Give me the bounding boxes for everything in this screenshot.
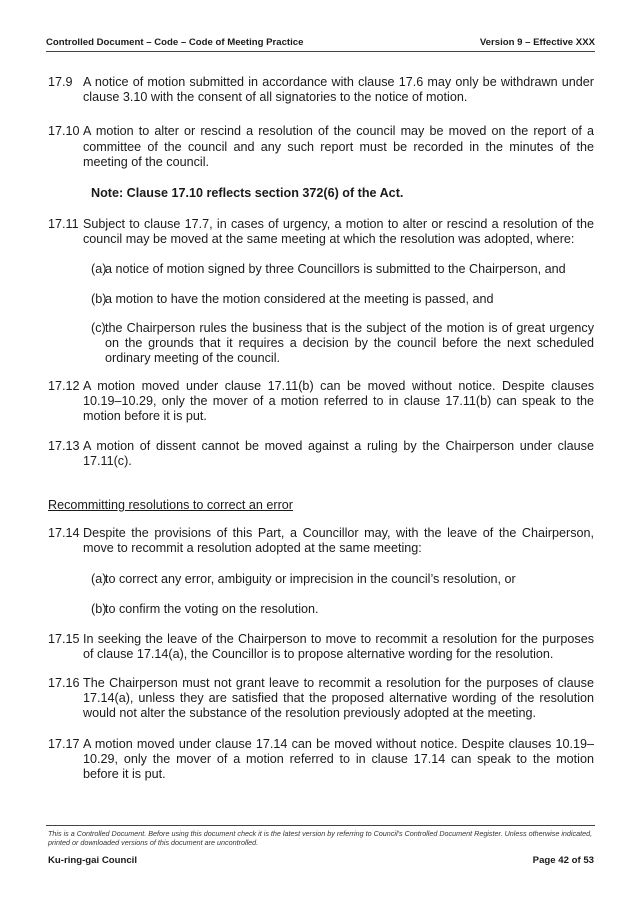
item-text: to correct any error, ambiguity or imprecision in the council’s resolution, or (105, 572, 516, 587)
header-version: Version 9 – Effective XXX (479, 37, 595, 48)
clause-17-11 (48, 217, 594, 247)
clause-17-11-c (48, 321, 594, 367)
clause-17-13 (48, 439, 594, 469)
section-heading: Recommitting resolutions to correct an error (48, 497, 293, 512)
clause-number: 17.11 (48, 217, 79, 232)
clause-17-14-b (48, 602, 594, 617)
clause-number: 17.9 (48, 75, 73, 89)
page-number: Page 42 of 53 (532, 855, 594, 866)
clause-17-11-b (48, 292, 594, 307)
clause-number: 17.16 (48, 676, 80, 691)
clause-number: 17.12 (48, 378, 80, 393)
clause-text: A motion moved under clause 17.11(b) can be moved without notice. Despite clauses 10.19–10.29, only the mover of a motion referred to in clause 17.11(b) can speak to the motion before it is put. (83, 378, 594, 424)
page-header (46, 37, 595, 52)
clause-17-14 (48, 526, 594, 556)
item-letter: (b) (91, 602, 107, 617)
clause-number: 17.15 (48, 631, 80, 646)
item-text: a motion to have the motion considered at the meeting is passed, and (105, 291, 494, 306)
clause-17-15 (48, 632, 594, 662)
header-title: Controlled Document – Code – Code of Meeting Practice (46, 37, 304, 48)
footer-divider (46, 825, 595, 826)
clause-text: In seeking the leave of the Chairperson to move to recommit a resolution for the purposes of clause 17.14(a), the Councillor is to propose alternative wording for the resolution. (83, 631, 594, 661)
item-text: the Chairperson rules the business that is the subject of the motion is of great urgency on the grounds that it requires a decision by the council before the next scheduled ordinary meeting of the council. (105, 321, 594, 366)
item-letter: (b) (91, 291, 107, 306)
item-text: to confirm the voting on the resolution. (105, 602, 319, 617)
clause-number: 17.10 (48, 124, 80, 139)
page-footer (48, 855, 594, 866)
clause-17-10 (48, 124, 594, 170)
clause-text: The Chairperson must not grant leave to recommit a resolution for the purposes of clause 17.14(a), unless they are satisfied that the proposed alternative wording of the resolution would not alter the substance of the resolution previously adopted at the meeting. (83, 676, 594, 721)
clause-number: 17.14 (48, 525, 80, 540)
clause-number: 17.13 (48, 439, 80, 454)
footer-disclaimer: This is a Controlled Document. Before using this document check it is the latest version by referring to Council’s Controlled Document Register. Unless otherwise indicated, printed or downloaded versions of this document are uncontrolled. (48, 829, 593, 847)
clause-text: Subject to clause 17.7, in cases of urgency, a motion to alter or rescind a resolution of the council may be moved at the same meeting at which the resolution was adopted, where: (83, 217, 594, 247)
clause-text: A motion to alter or rescind a resolution of the council may be moved on the report of a committee of the council and any such report must be recorded in the minutes of the meeting of the council. (83, 124, 594, 169)
footer-organisation: Ku-ring-gai Council (48, 855, 137, 866)
item-text: a notice of motion signed by three Councillors is submitted to the Chairperson, and (105, 261, 566, 276)
clause-17-12 (48, 379, 594, 425)
clause-text: A motion moved under clause 17.14 can be moved without notice. Despite clauses 10.19–10.29, only the mover of a motion referred to in clause 17.14 can speak to the motion before it is put. (83, 736, 594, 782)
clause-17-14-a (48, 572, 594, 587)
page-body (48, 73, 594, 782)
clause-17-16 (48, 676, 594, 722)
clause-text: A motion of dissent cannot be moved against a ruling by the Chairperson under clause 17.11(c). (83, 439, 594, 469)
note-17-10: Note: Clause 17.10 reflects section 372(6) of the Act. (91, 186, 404, 201)
clause-text: Despite the provisions of this Part, a Councillor may, with the leave of the Chairperson, move to recommit a resolution adopted at the same meeting: (83, 525, 594, 556)
clause-17-9 (48, 75, 594, 105)
item-letter: (a) (91, 261, 107, 276)
item-letter: (c) (91, 321, 106, 336)
clause-17-17 (48, 737, 594, 783)
clause-number: 17.17 (48, 736, 80, 751)
clause-text: A notice of motion submitted in accordance with clause 17.6 may only be withdrawn under clause 3.10 with the consent of all signatories to the notice of motion. (83, 75, 594, 105)
clause-17-11-a (48, 262, 594, 277)
item-letter: (a) (91, 572, 107, 587)
